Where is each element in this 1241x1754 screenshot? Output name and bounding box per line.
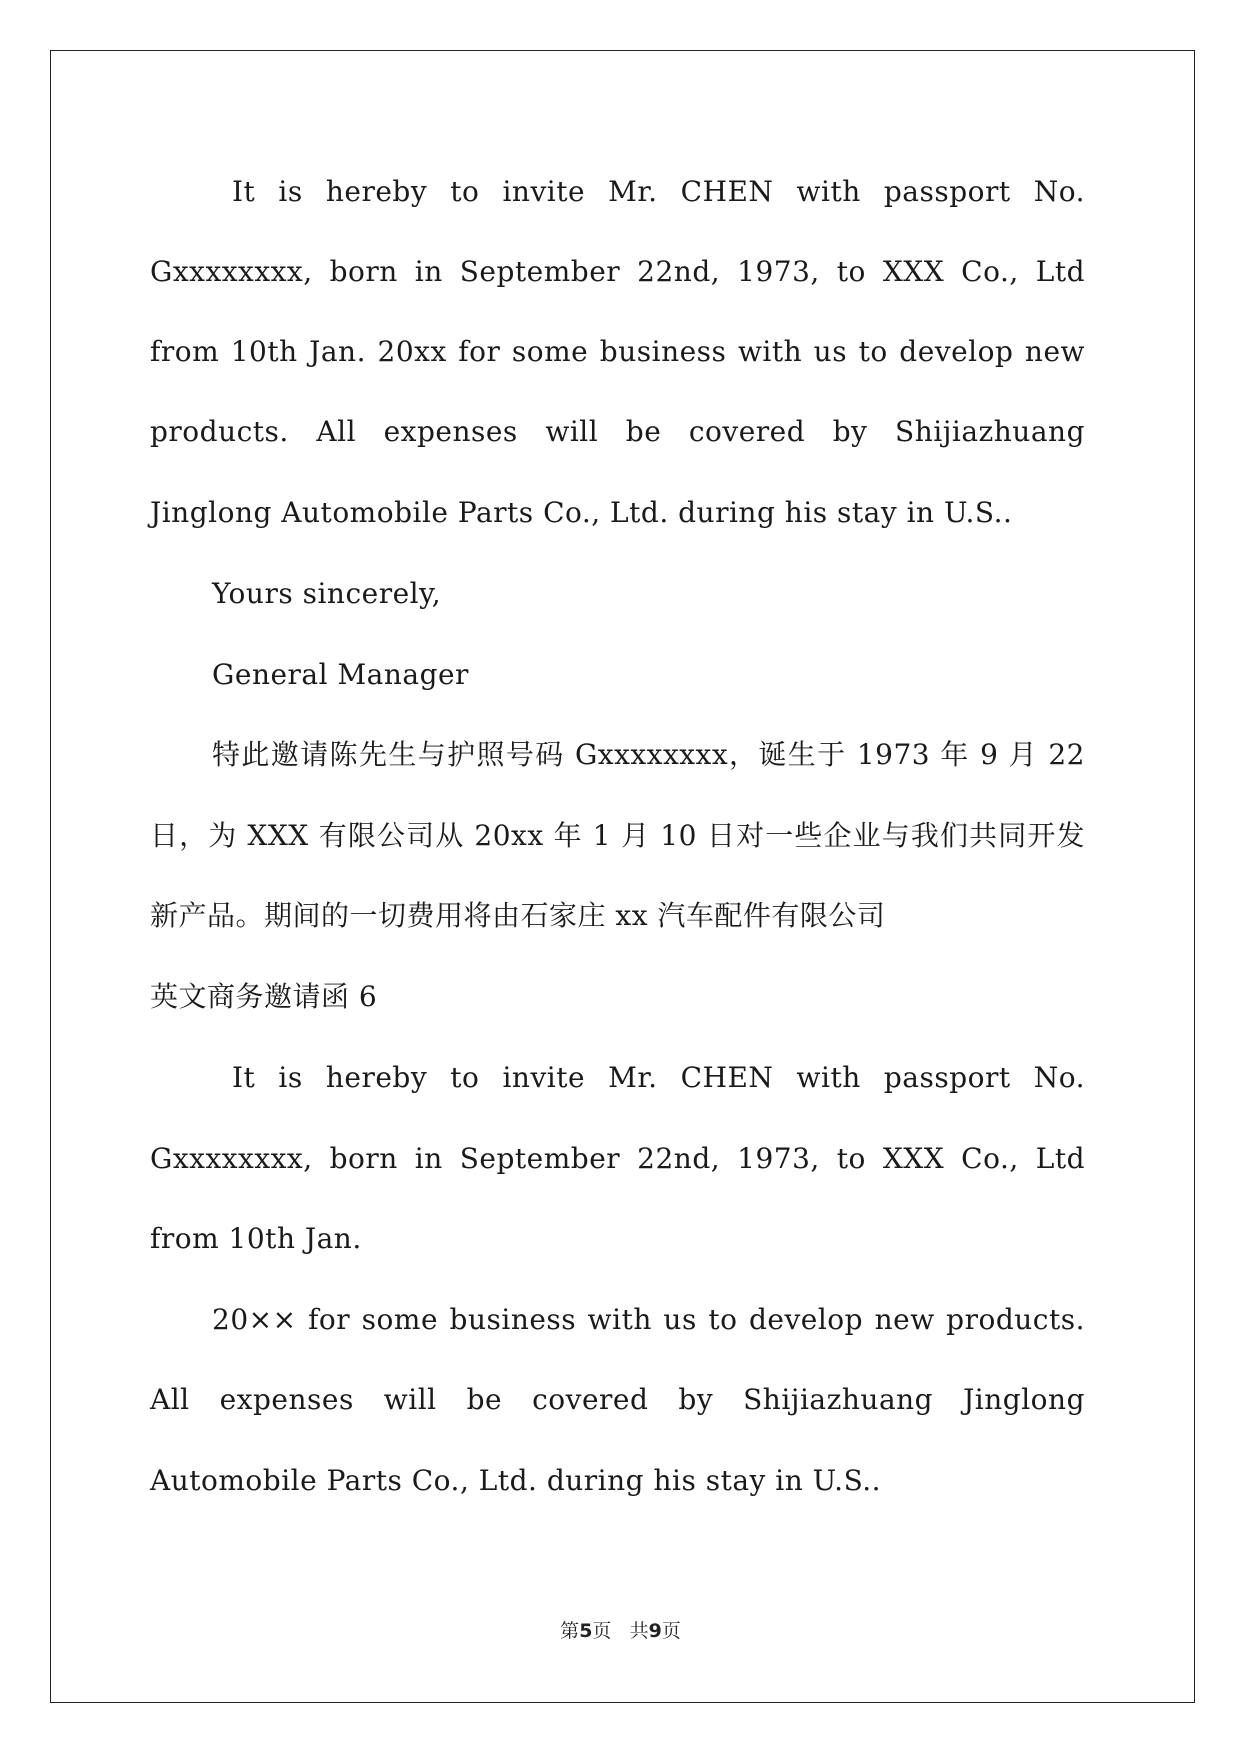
letter1-line-3: from 10th Jan. 20xx for some business with us to develop new (150, 335, 1085, 368)
letter1-closing: Yours sincerely, (212, 577, 442, 610)
letter1-line-4: products. All expenses will be covered by Shijiazhuang (150, 415, 1085, 448)
letter2-line-2: Gxxxxxxxx, born in September 22nd, 1973, to XXX Co., Ltd (150, 1142, 1085, 1175)
chinese-line-1: 特此邀请陈先生与护照号码 Gxxxxxxxx，诞生于 1973 年 9 月 22 (212, 738, 1085, 771)
page-footer (0, 1616, 1241, 1643)
letter2-line-4: 20×× for some business with us to develop new products. (212, 1303, 1085, 1336)
letter2-line-5: All expenses will be covered by Shijiazhuang Jinglong (150, 1383, 1085, 1416)
page-border (50, 50, 1195, 1703)
current-page-number: 5 (579, 1620, 593, 1642)
letter1-line-5: Jinglong Automobile Parts Co., Ltd. during his stay in U.S.. (150, 496, 1013, 529)
letter1-line-1: It is hereby to invite Mr. CHEN with passport No. (232, 175, 1085, 208)
chinese-line-2: 日，为 XXX 有限公司从 20xx 年 1 月 10 日对一些企业与我们共同开发 (150, 819, 1085, 852)
letter2-line-1: It is hereby to invite Mr. CHEN with passport No. (232, 1061, 1085, 1094)
section-heading: 英文商务邀请函 6 (150, 980, 378, 1013)
total-pages-number: 9 (648, 1620, 662, 1642)
footer-total-prefix: 共 (629, 1620, 649, 1642)
footer-total-suffix: 页 (661, 1620, 681, 1642)
letter1-line-2: Gxxxxxxxx, born in September 22nd, 1973, to XXX Co., Ltd (150, 255, 1085, 288)
letter2-line-6: Automobile Parts Co., Ltd. during his stay in U.S.. (150, 1464, 882, 1497)
footer-page-word: 页 (592, 1620, 612, 1642)
footer-prefix: 第 (560, 1620, 580, 1642)
letter2-line-3: from 10th Jan. (150, 1222, 362, 1255)
chinese-line-3: 新产品。期间的一切费用将由石家庄 xx 汽车配件有限公司 (150, 899, 886, 932)
letter1-signature: General Manager (212, 658, 469, 691)
